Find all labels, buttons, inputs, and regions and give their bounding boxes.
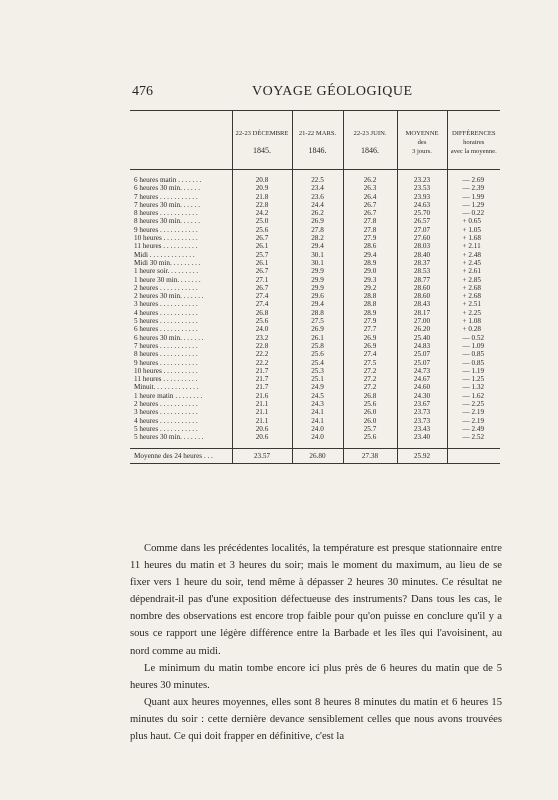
table-cell: + 2.61	[447, 267, 500, 275]
table-cell: 26.1	[232, 259, 292, 267]
table-cell: 27.7	[343, 325, 397, 333]
table-cell: 27.60	[397, 234, 447, 242]
table-cell: + 0.65	[447, 217, 500, 225]
table-cell: 28.9	[343, 259, 397, 267]
table-cell: — 0.85	[447, 359, 500, 367]
table-cell: 26.8	[343, 392, 397, 400]
table-cell: 21.7	[232, 383, 292, 391]
table-cell: 25.3	[292, 367, 343, 375]
table-cell: 25.6	[232, 317, 292, 325]
table-cell: 23.43	[397, 425, 447, 433]
table-cell: 21.1	[232, 400, 292, 408]
table-cell: 21.6	[232, 392, 292, 400]
table-row	[130, 193, 500, 201]
row-label: 4 heures . . . . . . . . . . .	[134, 416, 198, 425]
table-row	[130, 350, 500, 358]
paragraph: Comme dans les précédentes localités, la température est presque stationnaire entre 11 heures du matin et 3 heures du soir; mais le moment du maximum, au lieu de se fixer vers 1 heure du soir, tend même à dépasser 2 heures 30 minutes. Ce résultat ne dépendrait-il pas d'une exposition défectueuse des instruments? Dans tous les cas, le nombre des observations est encore trop faible pour qu'on puisse en conclure qu'il y a sous ce rapport une légère différence entre la Barbade et les îles qui l'avoisinent, au nord comme au midi.	[130, 543, 502, 657]
table-cell: — 2.69	[447, 176, 500, 184]
table-cell: 28.37	[397, 259, 447, 267]
table-cell: 21.8	[232, 193, 292, 201]
column-header-line: 22-23 DÉCEMBRE	[235, 130, 289, 137]
table-cell: 27.00	[397, 317, 447, 325]
row-label: 5 heures 30 min. . . . . . .	[134, 433, 204, 442]
table-cell: 29.4	[292, 242, 343, 250]
row-label: 5 heures . . . . . . . . . . .	[134, 317, 198, 326]
table-cell: 24.1	[292, 408, 343, 416]
table-row	[130, 300, 500, 308]
table-cell: 28.60	[397, 284, 447, 292]
table-cell: 23.93	[397, 193, 447, 201]
table-cell: 29.2	[343, 284, 397, 292]
table-cell: 28.8	[292, 309, 343, 317]
table-cell: 25.6	[292, 350, 343, 358]
table-body	[130, 170, 500, 464]
column-header	[343, 111, 397, 170]
table-cell: — 1.19	[447, 367, 500, 375]
table-cell: 29.9	[292, 276, 343, 284]
table-cell: — 1.25	[447, 375, 500, 383]
column-header-line: 1846.	[361, 146, 379, 155]
table-cell: 22.5	[292, 176, 343, 184]
row-label: 9 heures . . . . . . . . . . .	[134, 358, 198, 367]
table-cell: — 2.52	[447, 433, 500, 441]
row-label: 6 heures . . . . . . . . . . .	[134, 325, 198, 334]
table-row	[130, 267, 500, 275]
table-cell: 28.17	[397, 309, 447, 317]
table-cell: 23.67	[397, 400, 447, 408]
table-cell: 27.8	[343, 217, 397, 225]
table-row	[130, 251, 500, 259]
table-cell: 28.40	[397, 251, 447, 259]
running-title: VOYAGE GÉOLOGIQUE	[252, 84, 413, 99]
table-cell: 25.7	[232, 251, 292, 259]
table-cell: 24.1	[292, 417, 343, 425]
table-cell: 25.07	[397, 359, 447, 367]
table-cell: 21.1	[232, 417, 292, 425]
table-row	[130, 392, 500, 400]
table-cell: 28.9	[343, 309, 397, 317]
table-cell: 28.03	[397, 242, 447, 250]
table-row	[130, 342, 500, 350]
table-cell: 22.2	[232, 350, 292, 358]
row-label: Midi . . . . . . . . . . . . .	[134, 250, 195, 259]
table-row	[130, 425, 500, 433]
column-header	[130, 111, 232, 170]
table-cell: 27.5	[343, 359, 397, 367]
table-cell: 25.6	[343, 433, 397, 441]
table-cell: 24.4	[292, 201, 343, 209]
table-cell: 29.9	[292, 267, 343, 275]
table-row	[130, 375, 500, 383]
table-cell: 29.3	[343, 276, 397, 284]
table-row	[130, 383, 500, 391]
table-row	[130, 292, 500, 300]
table-cell: 26.7	[232, 284, 292, 292]
table-cell: 23.73	[397, 417, 447, 425]
column-header-line: DIFFÉRENCES	[451, 129, 496, 137]
table-cell: + 2.51	[447, 300, 500, 308]
row-label: 3 heures . . . . . . . . . . .	[134, 300, 198, 309]
row-label: 1 heure matin . . . . . . . .	[134, 391, 203, 400]
table-cell: 22.8	[232, 201, 292, 209]
row-label: 8 heures . . . . . . . . . . .	[134, 350, 198, 359]
table-cell: 24.63	[397, 201, 447, 209]
column-header	[447, 111, 500, 170]
table-cell: 22.2	[232, 359, 292, 367]
table-row	[130, 201, 500, 209]
table-cell: 27.4	[232, 300, 292, 308]
row-label: 2 heures . . . . . . . . . . .	[134, 283, 198, 292]
page-number: 476	[132, 84, 153, 99]
table-cell: — 1.62	[447, 392, 500, 400]
row-label: 9 heures . . . . . . . . . . .	[134, 225, 198, 234]
table-cell: 22.8	[232, 342, 292, 350]
table-row	[130, 317, 500, 325]
table-cell: + 2.68	[447, 292, 500, 300]
table-cell: 25.40	[397, 334, 447, 342]
table-cell: 27.9	[343, 317, 397, 325]
table-cell: 26.1	[292, 334, 343, 342]
row-label: 2 heures . . . . . . . . . . .	[134, 400, 198, 409]
table-cell: 25.6	[232, 226, 292, 234]
row-label: Minuit. . . . . . . . . . . . .	[134, 383, 199, 392]
table-cell: + 2.45	[447, 259, 500, 267]
table-cell: 28.8	[343, 292, 397, 300]
table-cell: 28.77	[397, 276, 447, 284]
column-header-line: 22-23 JUIN.	[353, 130, 387, 137]
table-cell: 26.9	[343, 334, 397, 342]
table-cell: 27.8	[343, 226, 397, 234]
table-cell: 23.2	[232, 334, 292, 342]
table-cell: 26.0	[343, 408, 397, 416]
table-cell: 29.6	[292, 292, 343, 300]
column-header	[232, 111, 292, 170]
row-label: 6 heures 30 min. . . . . .	[134, 184, 200, 193]
column-header-line: 1846.	[308, 146, 327, 155]
temperature-table	[130, 110, 500, 464]
table-cell: 30.1	[292, 251, 343, 259]
average-row	[130, 448, 500, 463]
paragraph: Quant aux heures moyennes, elles sont 8 heures 8 minutes du matin et 6 heures 15 minutes du soir : cette dernière devance sensiblement celles que nous avons trouvées plus haut. Ce qui doit frapper en définitive, c'est la	[130, 696, 502, 743]
table-cell: 23.57	[232, 448, 292, 463]
table-cell: — 0.22	[447, 209, 500, 217]
table-cell: 21.7	[232, 375, 292, 383]
table-cell: 27.38	[343, 448, 397, 463]
table-cell: 26.20	[397, 325, 447, 333]
column-header-line: des	[417, 138, 427, 146]
table-cell: 27.1	[232, 276, 292, 284]
table-cell: 23.53	[397, 184, 447, 192]
row-label: Moyenne des 24 heures . . .	[130, 448, 232, 463]
row-label: 10 heures . . . . . . . . . .	[134, 234, 198, 243]
column-header	[397, 111, 447, 170]
row-label: 6 heures 30 min. . . . . . .	[134, 333, 204, 342]
table-row	[130, 242, 500, 250]
table-cell: — 2.19	[447, 408, 500, 416]
column-header-line: 1845.	[253, 146, 271, 155]
table-cell: 27.9	[343, 234, 397, 242]
table-cell: 24.60	[397, 383, 447, 391]
row-label: 8 heures 30 min. . . . . .	[134, 217, 200, 226]
row-label: 10 heures . . . . . . . . . .	[134, 366, 198, 375]
table-row	[130, 276, 500, 284]
table-cell: 27.4	[343, 350, 397, 358]
table-cell: 23.4	[292, 184, 343, 192]
table-cell: + 2.85	[447, 276, 500, 284]
table-cell: 23.23	[397, 176, 447, 184]
table-cell: + 0.28	[447, 325, 500, 333]
table-cell: 29.4	[292, 300, 343, 308]
row-label: 7 heures . . . . . . . . . . .	[134, 341, 198, 350]
table-row	[130, 408, 500, 416]
table-row	[130, 259, 500, 267]
table-cell: 25.70	[397, 209, 447, 217]
table-cell: 27.07	[397, 226, 447, 234]
table-cell: 24.0	[292, 433, 343, 441]
table-cell: 29.0	[343, 267, 397, 275]
table-cell: 26.7	[343, 209, 397, 217]
table-cell: 26.9	[292, 217, 343, 225]
table-cell: 24.67	[397, 375, 447, 383]
table-cell: 28.8	[343, 300, 397, 308]
paragraph: Le minimum du matin tombe encore ici plus près de 6 heures du matin que de 5 heures 30 minutes.	[130, 662, 502, 691]
table-row	[130, 209, 500, 217]
row-label: 2 heures 30 min. . . . . . .	[134, 292, 204, 301]
table-cell: 26.3	[343, 184, 397, 192]
table-row	[130, 176, 500, 184]
row-label: 5 heures . . . . . . . . . . .	[134, 424, 198, 433]
table-cell: 24.3	[292, 400, 343, 408]
column-header	[292, 111, 343, 170]
table-cell: 27.2	[343, 383, 397, 391]
table-cell: 24.83	[397, 342, 447, 350]
row-label: 11 heures . . . . . . . . . .	[134, 242, 198, 251]
table-cell: 26.4	[343, 193, 397, 201]
table-header-row	[130, 111, 500, 170]
table-cell: — 1.32	[447, 383, 500, 391]
row-label: 11 heures . . . . . . . . . .	[134, 375, 198, 384]
row-label: Midi 30 min. . . . . . . . .	[134, 258, 201, 267]
table-cell: 25.6	[343, 400, 397, 408]
table-cell: — 0.52	[447, 334, 500, 342]
table-cell: 23.40	[397, 433, 447, 441]
table-cell: + 2.68	[447, 284, 500, 292]
table-cell: 28.6	[343, 242, 397, 250]
table-cell: — 0.85	[447, 350, 500, 358]
table-cell: 24.5	[292, 392, 343, 400]
table-cell: + 1.05	[447, 226, 500, 234]
table-cell: 27.4	[232, 292, 292, 300]
table-cell: 26.2	[343, 176, 397, 184]
table-cell: — 1.09	[447, 342, 500, 350]
table-row	[130, 417, 500, 425]
row-label: 7 heures 30 min. . . . . .	[134, 200, 200, 209]
table-cell: 20.9	[232, 184, 292, 192]
table-cell: 26.9	[343, 342, 397, 350]
table-cell: 26.80	[292, 448, 343, 463]
table-row	[130, 217, 500, 225]
table-cell: 27.2	[343, 375, 397, 383]
table-row	[130, 309, 500, 317]
table-cell: — 2.49	[447, 425, 500, 433]
table-cell: 26.2	[292, 209, 343, 217]
table-row	[130, 359, 500, 367]
column-header-line: horaires	[463, 138, 485, 146]
table-cell: 24.9	[292, 383, 343, 391]
table-row	[130, 334, 500, 342]
table-row	[130, 184, 500, 192]
table-cell: 28.53	[397, 267, 447, 275]
table-cell: + 2.11	[447, 242, 500, 250]
table-cell: 20.6	[232, 433, 292, 441]
table-cell: 26.7	[232, 267, 292, 275]
row-label: 8 heures . . . . . . . . . . .	[134, 209, 198, 218]
table-cell: 30.1	[292, 259, 343, 267]
table-row	[130, 325, 500, 333]
table-cell: 25.7	[343, 425, 397, 433]
table-cell: — 2.39	[447, 184, 500, 192]
table-cell: + 1.08	[447, 317, 500, 325]
table-cell: 21.1	[232, 408, 292, 416]
table-cell: 29.9	[292, 284, 343, 292]
column-header-line: 21-22 MARS.	[298, 130, 337, 137]
table-cell: 24.2	[232, 209, 292, 217]
table-cell: 20.6	[232, 425, 292, 433]
table-cell: 23.6	[292, 193, 343, 201]
table-cell: 26.0	[343, 417, 397, 425]
body-text	[130, 540, 502, 745]
table-cell: 21.7	[232, 367, 292, 375]
table-cell: 26.9	[292, 325, 343, 333]
table-cell: + 1.68	[447, 234, 500, 242]
table-cell: 24.30	[397, 392, 447, 400]
table-cell: 24.0	[292, 425, 343, 433]
table-cell: — 2.19	[447, 417, 500, 425]
table-cell: 26.7	[343, 201, 397, 209]
table-cell: 25.92	[397, 448, 447, 463]
data-table	[130, 110, 500, 464]
table-cell	[447, 448, 500, 463]
table-row	[130, 284, 500, 292]
row-label: 1 heure soir. . . . . . . . .	[134, 267, 199, 276]
table-cell: 29.4	[343, 251, 397, 259]
table-cell: + 2.25	[447, 309, 500, 317]
table-row	[130, 367, 500, 375]
table-row	[130, 234, 500, 242]
table-cell: 24.73	[397, 367, 447, 375]
table-cell: 23.73	[397, 408, 447, 416]
table-cell: 26.57	[397, 217, 447, 225]
table-cell: 26.1	[232, 242, 292, 250]
row-label: 6 heures matin . . . . . . .	[134, 176, 202, 184]
table-cell: 20.8	[232, 176, 292, 184]
table-cell: — 1.29	[447, 201, 500, 209]
table-cell: 27.8	[292, 226, 343, 234]
row-label: 1 heure 30 min. . . . . . .	[134, 275, 201, 284]
column-header-line: MOYENNE	[405, 129, 439, 137]
row-label: 7 heures . . . . . . . . . . .	[134, 192, 198, 201]
table-cell: 28.43	[397, 300, 447, 308]
table-cell: 26.8	[232, 309, 292, 317]
table-cell: 25.1	[292, 375, 343, 383]
table-cell: 25.4	[292, 359, 343, 367]
table-cell: 24.0	[232, 325, 292, 333]
row-label: 3 heures . . . . . . . . . . .	[134, 408, 198, 417]
table-cell: 27.5	[292, 317, 343, 325]
table-cell: — 1.99	[447, 193, 500, 201]
table-cell: 25.0	[232, 217, 292, 225]
table-cell: 28.2	[292, 234, 343, 242]
column-header-line: avec la moyenne.	[450, 147, 497, 155]
table-row	[130, 400, 500, 408]
table-cell: — 2.25	[447, 400, 500, 408]
table-cell: 28.60	[397, 292, 447, 300]
column-header-line: 3 jours.	[412, 147, 432, 155]
table-cell: 25.8	[292, 342, 343, 350]
table-cell: + 2.48	[447, 251, 500, 259]
row-label: 4 heures . . . . . . . . . . .	[134, 308, 198, 317]
table-cell: 27.2	[343, 367, 397, 375]
table-row	[130, 226, 500, 234]
table-row	[130, 433, 500, 441]
table-cell: 25.07	[397, 350, 447, 358]
table-cell: 26.7	[232, 234, 292, 242]
